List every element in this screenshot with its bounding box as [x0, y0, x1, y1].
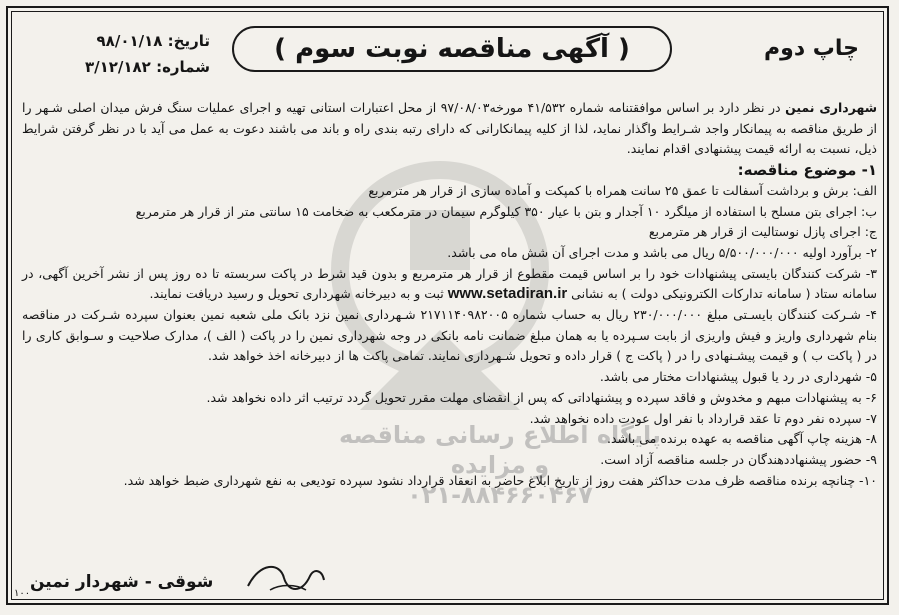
item-7: ۷- سپرده نفر دوم تا عقد قرارداد با نفر اول عودت داده نخواهد شد.	[529, 410, 877, 426]
intro-text: در نظر دارد بر اساس موافقتنامه شماره ۴۱/۵۳۲ مورخه۹۷/۰۸/۰۳ از محل اعتبارات استانی تهیه و اجرای عملیات سنگ فرش میدان اصلی شـهر را از طریق مناقصه به پیمانکار واجد شـرایط واگذار نماید، لذا از کلیه پیمانکارانی که دارای رتبه بندی راه و باند می باشند دعوت به عمل می آید با در نظر گرفتن شرایط ذیل، نسبت به ارائه قیمت پیشنهادی اقدام نمایند.	[22, 100, 877, 157]
notice-number: شماره: ۳/۱۲/۱۸۲	[84, 58, 210, 76]
item-b: ب: اجرای بتن مسلح با استفاده از میلگرد ۱۰ آجدار و بتن با عیار ۳۵۰ کیلوگرم سیمان در مترمکعب به ضخامت ۱۵ سانتی متر از قرار هر مترمربع	[135, 203, 877, 219]
section-title: ۱- موضوع مناقصه:	[737, 161, 877, 180]
item-10: ۱۰- چنانچه برنده مناقصه ظرف مدت حداکثر هفت روز از تاریخ ابلاغ حاضر به انعقاد قرارداد نشود سپرده تودیعی به نفع شهرداری ضبط خواهد شد.	[123, 472, 877, 488]
signature-scribble-icon	[240, 556, 330, 600]
watermark-phone: ۰۲۱-۸۸۴۶۶۰۴۶۷	[407, 481, 593, 509]
item-c: ج: اجرای پازل نوستالیت از قرار هر مترمربع	[648, 224, 877, 240]
item-4: ۴- شـرکت کنندگان بایسـتی مبلغ ۲۳۰/۰۰۰/۰۰۰ ریال به حساب شماره ۲۱۷۱۱۴۰۹۸۲۰۰۵ شـهرداری نمین نزد بانک ملی شعبه نمین بعنوان سپرده شـرکت در مناقصه بنام شهرداری واریز و فیش واریزی از بابت سـپرده یا به همان مبلغ ضمانت نامه بانکی در وجه شهرداری نمین را در پاکت ( الف )، مدارک صلاحیت و سـوابق کاری را در ( پاکت ب ) و قیمت پیشـنهادی را در ( پاکت ج ) قرار داده و تحویل شـهرداری نمایند. تمامی پاکت ها از دبیرخانه اخذ خواهد شد.	[22, 307, 877, 364]
notice-title: ( آگهی مناقصه نوبت سوم )	[232, 26, 672, 72]
setad-website-link[interactable]: www.setadiran.ir	[447, 285, 568, 303]
org-name: شهرداری نمین	[785, 100, 878, 115]
intro-paragraph	[22, 98, 877, 160]
item-3	[22, 264, 877, 305]
item-2: ۲- برآورد اولیه ۵/۵۰۰/۰۰۰/۰۰۰ ریال می باشد و مدت اجرای آن شش ماه می باشد.	[447, 244, 877, 260]
watermark-site-name: پایگاه اطلاع رسانی مناقصه و مزایده	[339, 421, 661, 479]
item-8: ۸- هزینه چاپ آگهی مناقصه به عهده برنده می باشد.	[606, 431, 877, 447]
signature: شوقی - شهردار نمین	[30, 572, 214, 592]
edition-label: چاپ دوم	[764, 36, 859, 61]
page-number: ۱۰۰	[14, 588, 31, 599]
item-5: ۵- شهرداری در رد یا قبول پیشنهادات مختار می باشد.	[599, 369, 877, 385]
item-a: الف: برش و برداشت آسفالت تا عمق ۲۵ سانت همراه با کمپکت و آماده سازی از قرار هر مترمربع	[368, 182, 877, 198]
item-9: ۹- حضور پیشنهاددهندگان در جلسه مناقصه آزاد است.	[600, 451, 877, 467]
notice-date: تاریخ: ۹۸/۰۱/۱۸	[96, 32, 210, 50]
item-3-text-end: ثبت و به دبیرخانه شهرداری تحویل و رسید دریافت نمایند.	[149, 286, 448, 302]
item-6: ۶- به پیشنهادات مبهم و مخدوش و فاقد سپرده و پیشنهاداتی که پس از انقضای مهلت مقرر تحویل گردد ترتیب اثر داده نخواهد شد.	[206, 389, 877, 405]
item-3-text: ۳- شرکت کنندگان بایستی پیشنهادات خود را بر اساس قیمت مقطوع از قرار هر مترمربع و بدون قید شرط در پاکت سربسته تا ده روز پس از نشر آخرین آگهی، در سامانه ستاد ( سامانه تدارکات الکترونیکی دولت ) به نشانی	[22, 265, 877, 302]
notice-body	[22, 98, 877, 491]
notice-meta	[40, 28, 210, 80]
